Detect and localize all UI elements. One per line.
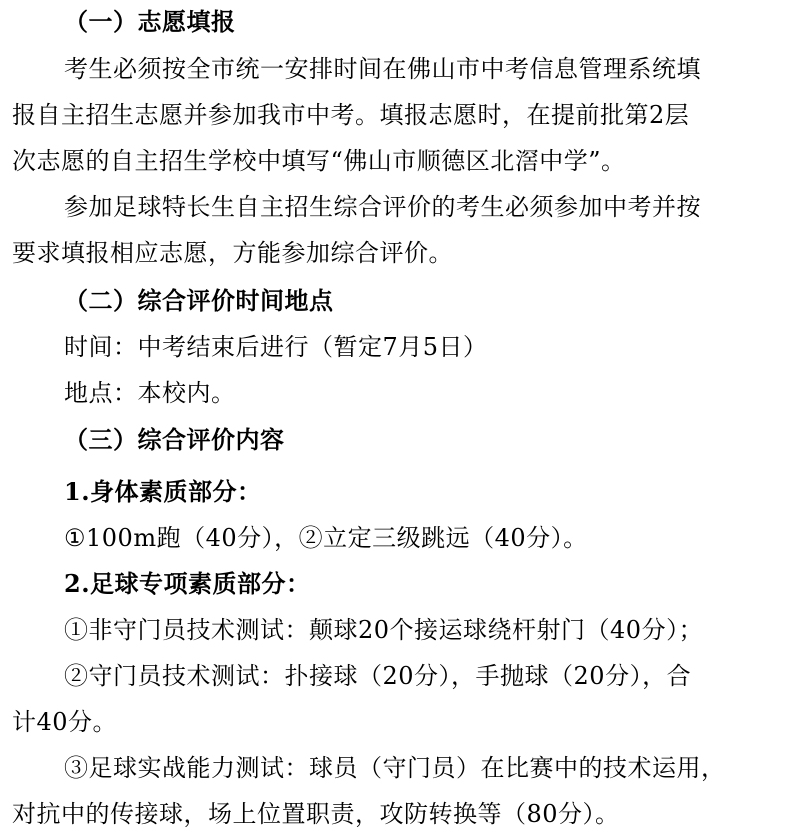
section-heading-volunteer: （一）志愿填报 xyxy=(64,7,236,36)
test-item-goalkeeper: ②守门员技术测试：扑接球（20分），手抛球（20分），合 xyxy=(64,662,692,690)
subsection-football: 2.足球专项素质部分： xyxy=(64,569,311,598)
paragraph-line: 考生必须按全市统一安排时间在佛山市中考信息管理系统填 xyxy=(64,55,701,83)
place-line: 地点：本校内。 xyxy=(64,379,236,407)
paragraph-line: 次志愿的自主招生学校中填写“佛山市顺德区北滘中学”。 xyxy=(12,147,626,175)
paragraph-line: 参加足球特长生自主招生综合评价的考生必须参加中考并按 xyxy=(64,193,701,221)
test-item-goalkeeper-cont: 计40分。 xyxy=(12,708,118,736)
paragraph-line: 报自主招生志愿并参加我市中考。填报志愿时，在提前批第2层 xyxy=(12,101,690,129)
physical-items: ①100m跑（40分），②立定三级跳远（40分）。 xyxy=(64,524,588,552)
section-heading-time-place: （二）综合评价时间地点 xyxy=(64,286,334,315)
paragraph-line: 要求填报相应志愿，方能参加综合评价。 xyxy=(12,239,453,267)
test-item-match-cont: 对抗中的传接球，场上位置职责，攻防转换等（80分）。 xyxy=(12,800,620,828)
test-item-match: ③足球实战能力测试：球员（守门员）在比赛中的技术运用， xyxy=(64,754,726,782)
test-item-nongoalkeeper: ①非守门员技术测试：颠球20个接运球绕杆射门（40分）； xyxy=(64,616,704,644)
time-line: 时间：中考结束后进行（暂定7月5日） xyxy=(64,333,488,361)
subsection-physical: 1.身体素质部分： xyxy=(64,477,262,506)
section-heading-content: （三）综合评价内容 xyxy=(64,425,285,454)
